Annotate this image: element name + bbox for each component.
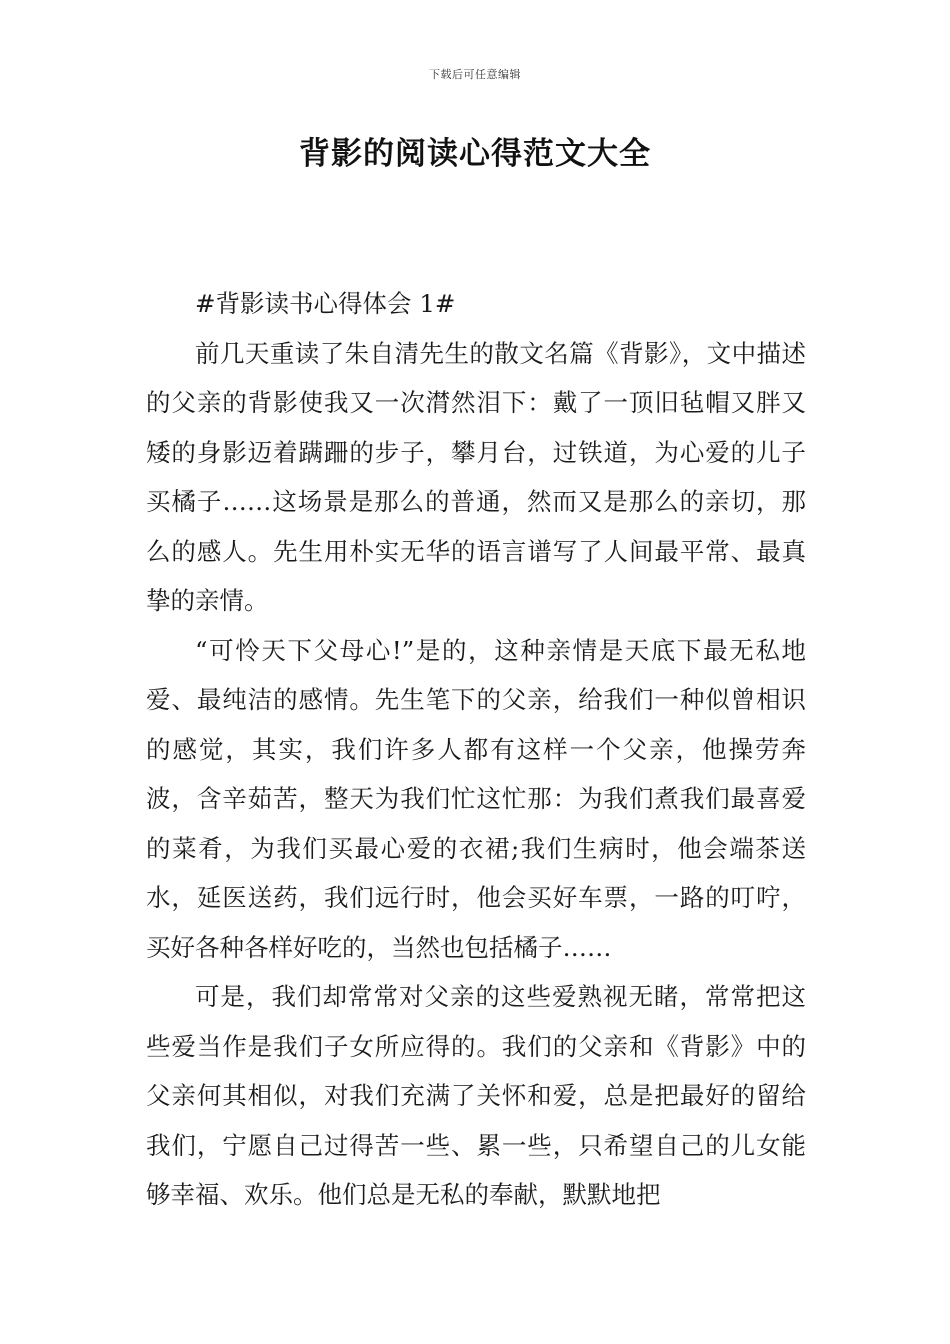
document-body	[146, 279, 806, 1220]
paragraph-3: 可是，我们却常常对父亲的这些爱熟视无睹，常常把这些爱当作是我们子女所应得的。我们的父亲和《背影》中的父亲何其相似，对我们充满了关怀和爱，总是把最好的留给我们，宁愿自己过得苦一些、累一些，只希望自己的儿女能够幸福、欢乐。他们总是无私的奉献，默默地把	[146, 982, 806, 1209]
section-heading: #背影读书心得体会 1#	[195, 289, 456, 318]
document-title: 背影的阅读心得范文大全	[299, 136, 651, 172]
paragraph-2: “可怜天下父母心!”是的，这种亲情是天底下最无私地爱、最纯洁的感情。先生笔下的父亲，给我们一种似曾相识的感觉，其实，我们许多人都有这样一个父亲，他操劳奔波，含辛茹苦，整天为我们忙这忙那：为我们煮我们最喜爱的菜肴，为我们买最心爱的衣裙;我们生病时，他会端茶送水，延医送药，我们远行时，他会买好车票，一路的叮咛，买好各种各样好吃的，当然也包括橘子……	[146, 635, 806, 962]
paragraph-1: 前几天重读了朱自清先生的散文名篇《背影》，文中描述的父亲的背影使我又一次潸然泪下：戴了一顶旧毡帽又胖又矮的身影迈着蹒跚的步子，攀月台，过铁道，为心爱的儿子买橘子……这场景是那么的普通，然而又是那么的亲切，那么的感人。先生用朴实无华的语言谱写了人间最平常、最真挚的亲情。	[146, 338, 806, 615]
header-note: 下载后可任意编辑	[429, 68, 521, 81]
